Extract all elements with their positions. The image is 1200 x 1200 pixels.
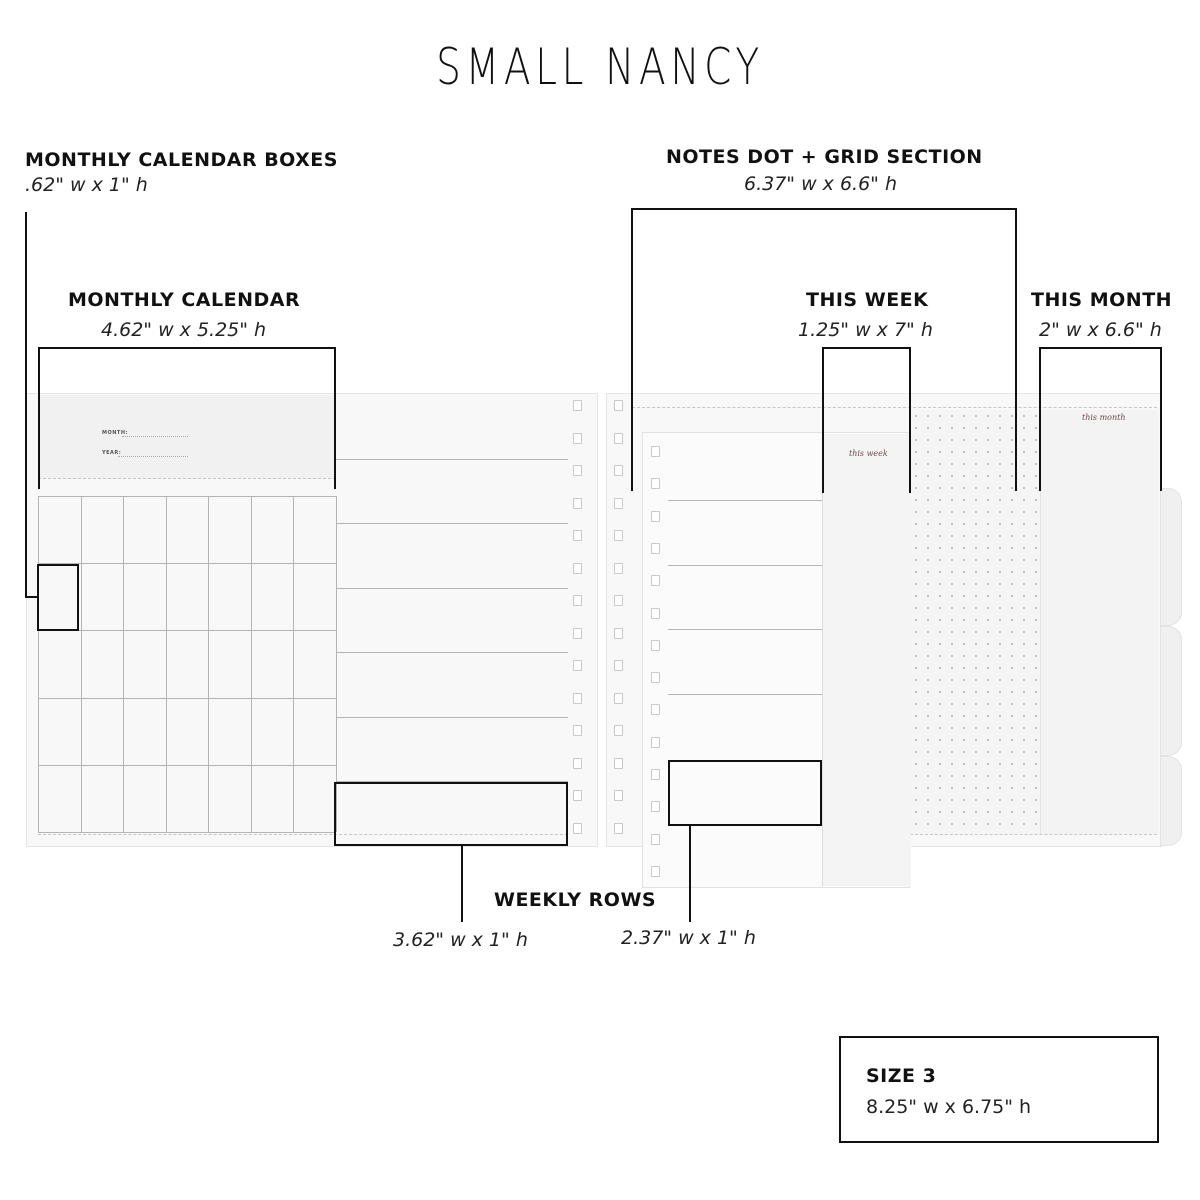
weekly-row-line <box>336 459 568 460</box>
binder-ring <box>614 563 623 574</box>
calendar-column-line <box>38 496 39 832</box>
binder-ring <box>614 790 623 801</box>
binder-ring <box>614 465 623 476</box>
this-week-column <box>822 434 911 886</box>
binder-ring <box>614 693 623 704</box>
year-label: YEAR: <box>102 450 122 456</box>
left-page-rings <box>573 400 585 840</box>
binder-ring <box>614 595 623 606</box>
binder-ring <box>614 725 623 736</box>
size-title: SIZE 3 <box>866 1065 937 1087</box>
size-box <box>839 1036 1159 1143</box>
monthly-calendar-dim: 4.62" w x 5.25" h <box>101 319 267 341</box>
right-weekly-row-highlight <box>668 760 822 826</box>
monthly-calendar-bracket <box>38 347 336 489</box>
calendar-column-line <box>251 496 252 832</box>
binder-ring <box>651 543 660 554</box>
monthly-calendar-grid <box>38 496 336 832</box>
binder-ring <box>573 725 582 736</box>
monthly-calendar-label: MONTHLY CALENDAR <box>68 289 301 311</box>
binder-ring <box>651 866 660 877</box>
calendar-row-line <box>38 765 336 766</box>
right-page-rings <box>614 400 626 840</box>
monthly-box-highlight <box>37 564 79 631</box>
weekly-row-line <box>668 565 822 566</box>
calendar-column-line <box>208 496 209 832</box>
binder-ring <box>651 640 660 651</box>
this-month-script: this month <box>1082 413 1126 422</box>
binder-ring <box>651 704 660 715</box>
binder-ring <box>573 823 582 834</box>
binder-ring <box>573 693 582 704</box>
calendar-column-line <box>166 496 167 832</box>
monthly-boxes-pointer-v <box>25 212 27 598</box>
calendar-row-line <box>38 496 336 497</box>
binder-ring <box>651 672 660 683</box>
calendar-row-line <box>38 698 336 699</box>
weekly-rows-label: WEEKLY ROWS <box>494 889 657 911</box>
page-title: SMALL NANCY <box>436 38 764 96</box>
binder-ring <box>573 790 582 801</box>
calendar-column-line <box>293 496 294 832</box>
binder-ring <box>614 530 623 541</box>
month-label: MONTH: <box>102 430 129 436</box>
binder-ring <box>614 628 623 639</box>
calendar-column-line <box>123 496 124 832</box>
binder-ring <box>573 400 582 411</box>
calendar-column-line <box>81 496 82 832</box>
weekly-rows-dim-right: 2.37" w x 1" h <box>621 927 756 949</box>
weekly-row-line <box>336 652 568 653</box>
right-weekly-row-pointer <box>689 826 691 922</box>
binder-ring <box>614 660 623 671</box>
binder-ring <box>614 498 623 509</box>
weekly-rows-dim-left: 3.62" w x 1" h <box>393 929 528 951</box>
binder-ring <box>651 737 660 748</box>
weekly-row-line <box>668 629 822 630</box>
this-month-dim: 2" w x 6.6" h <box>1039 319 1162 341</box>
binder-ring <box>573 530 582 541</box>
side-tab-2 <box>1160 626 1182 756</box>
binder-ring <box>573 433 582 444</box>
binder-ring <box>651 575 660 586</box>
binder-ring <box>651 608 660 619</box>
size-dim: 8.25" w x 6.75" h <box>866 1096 1032 1118</box>
binder-ring <box>614 400 623 411</box>
this-week-script: this week <box>849 449 888 458</box>
notes-label: NOTES DOT + GRID SECTION <box>666 146 983 168</box>
binder-ring <box>651 769 660 780</box>
binder-ring <box>573 498 582 509</box>
weekly-row-line <box>668 694 822 695</box>
weekly-row-line <box>336 523 568 524</box>
binder-ring <box>573 628 582 639</box>
binder-ring <box>614 433 623 444</box>
monthly-boxes-dim: .62" w x 1" h <box>25 174 148 196</box>
left-weekly-row-highlight <box>334 782 568 846</box>
calendar-row-line <box>38 563 336 564</box>
weekly-row-line <box>336 588 568 589</box>
binder-ring <box>614 823 623 834</box>
this-week-dim: 1.25" w x 7" h <box>798 319 933 341</box>
binder-ring <box>573 595 582 606</box>
monthly-boxes-label: MONTHLY CALENDAR BOXES <box>25 149 338 171</box>
left-weekly-rows <box>336 395 568 835</box>
left-weekly-row-pointer <box>461 846 463 922</box>
binder-ring <box>651 511 660 522</box>
binder-ring <box>651 801 660 812</box>
notes-dim: 6.37" w x 6.6" h <box>744 173 897 195</box>
binder-ring <box>573 660 582 671</box>
binder-ring <box>573 465 582 476</box>
side-tab-1 <box>1160 488 1182 626</box>
this-month-label: THIS MONTH <box>1031 289 1173 311</box>
right-bottom-divider <box>910 834 1157 835</box>
calendar-row-line <box>38 630 336 631</box>
weekly-row-line <box>668 500 822 501</box>
binder-ring <box>614 758 623 769</box>
weekly-row-line <box>336 717 568 718</box>
side-tab-3 <box>1160 756 1182 846</box>
this-month-bracket <box>1039 347 1162 491</box>
calendar-row-line <box>38 832 336 833</box>
this-week-label: THIS WEEK <box>806 289 929 311</box>
insert-page-rings <box>651 446 663 876</box>
this-week-bracket <box>822 347 911 493</box>
binder-ring <box>573 758 582 769</box>
binder-ring <box>651 834 660 845</box>
binder-ring <box>573 563 582 574</box>
